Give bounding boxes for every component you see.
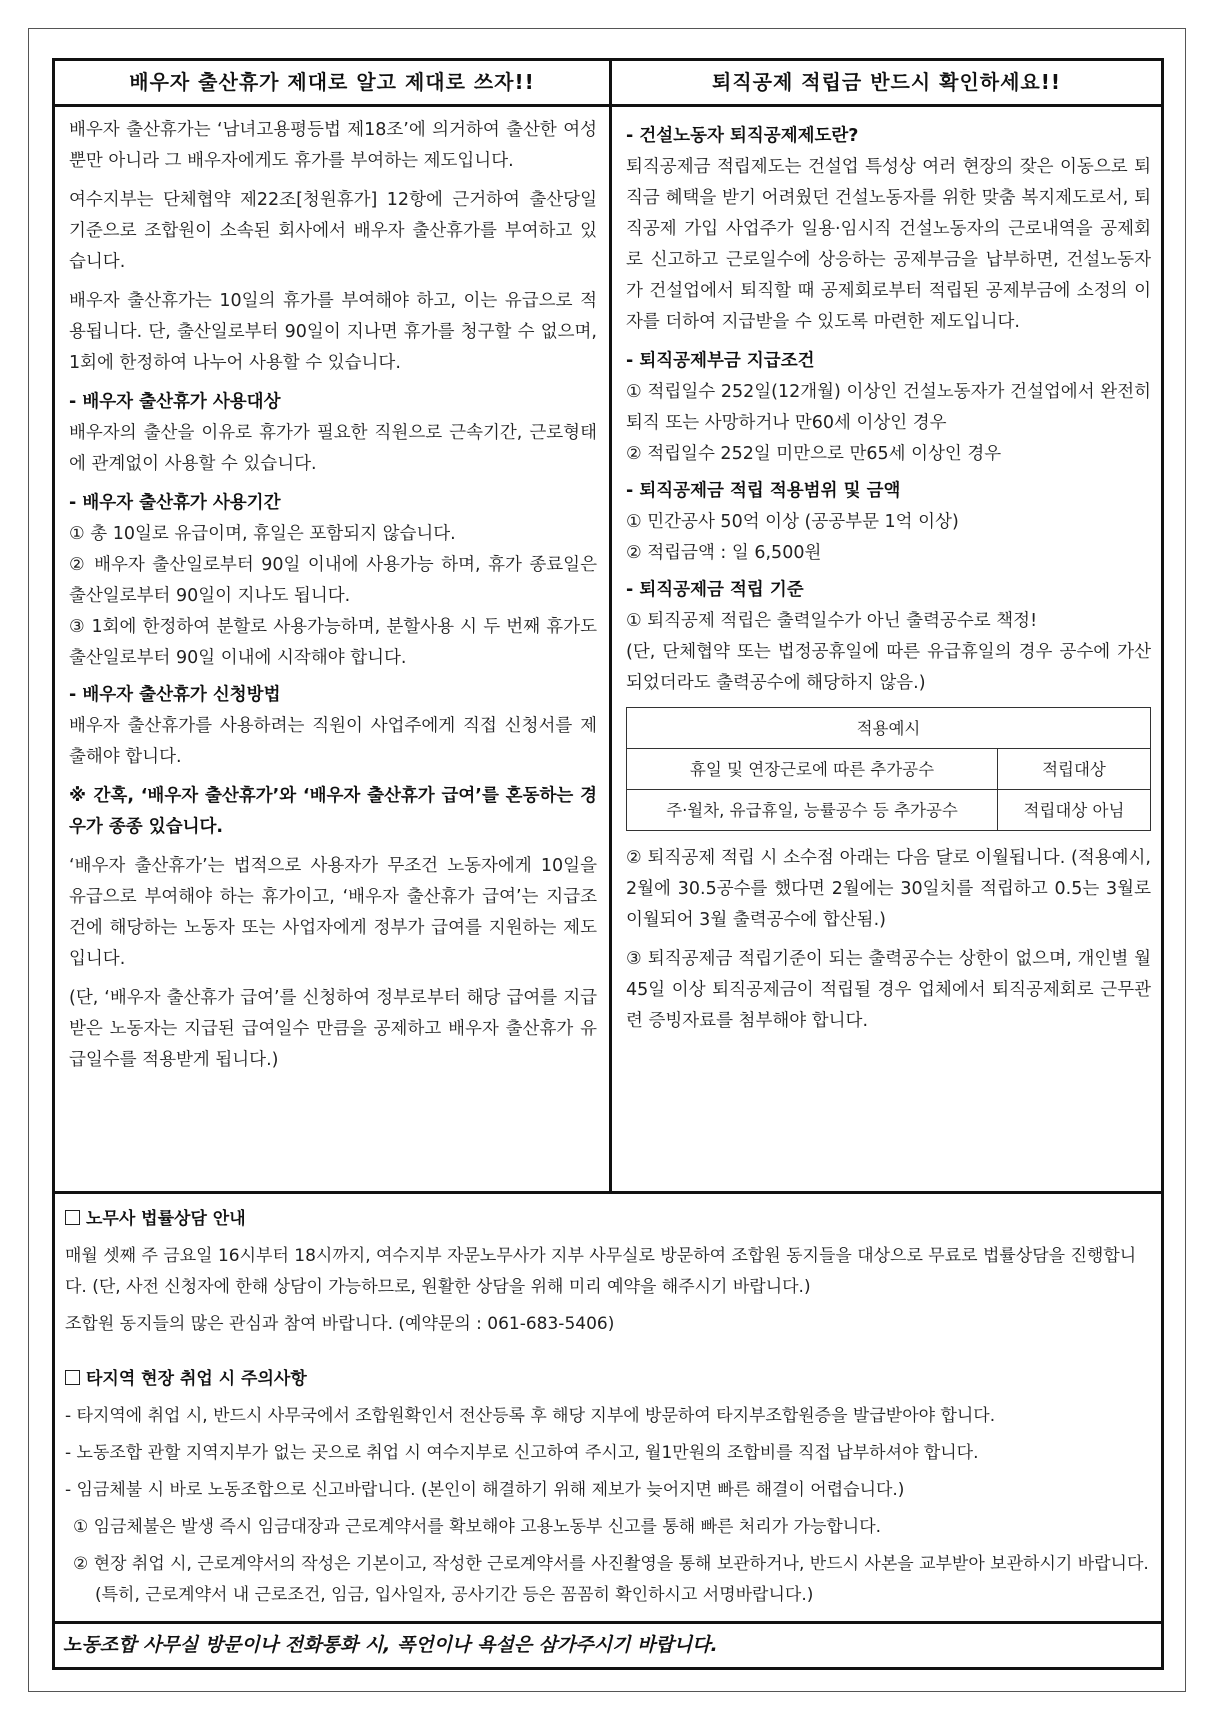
paternity-leave-title: 배우자 출산휴가 제대로 알고 제대로 쓰자!! [55, 61, 609, 107]
retirement-fund-body [612, 107, 1161, 1037]
paragraph: 퇴직공제금 적립제도는 건설업 특성상 여러 현장의 잦은 이동으로 퇴직금 혜택을 받기 어려웠던 건설노동자를 위한 맞춤 복지제도로서, 퇴직공제 가입 사업주가 일용·임시직 건설노동자의 근로내역을 공제회로 신고하고 근로일수에 상응하는 공제부금을 납부하면, 건설노동자가 건설업에서 퇴직할 때 공제회로부터 적립된 공제부금에 소정의 이자를 더하여 지급받을 수 있도록 마련한 제도입니다. [626, 157, 1151, 332]
retirement-fund-title: 퇴직공제 적립금 반드시 확인하세요!! [612, 61, 1161, 107]
paragraph: 배우자 출산휴가는 ‘남녀고용평등법 제18조’에 의거하여 출산한 여성뿐만 아니라 그 배우자에게도 휴가를 부여하는 제도입니다. [69, 120, 597, 171]
list-item: ② 적립금액 : 일 6,500원 [626, 543, 822, 563]
subheading-criteria: - 퇴직공제금 적립 기준 [626, 580, 804, 600]
list-item: ① 임금체불은 발생 즉시 임금대장과 근로계약서를 확보해야 고용노동부 신고를 통해 빠른 처리가 가능합니다. [73, 1517, 882, 1537]
list-item: ① 총 10일로 유급이며, 휴일은 포함되지 않습니다. [69, 524, 456, 544]
paragraph: 여수지부는 단체협약 제22조[청원휴가] 12항에 근거하여 출산당일 기준으로 조합원이 소속된 회사에서 배우자 출산휴가를 부여하고 있습니다. [69, 190, 597, 272]
subheading-target: - 배우자 출산휴가 사용대상 [69, 392, 281, 412]
list-item: ③ 퇴직공제금 적립기준이 되는 출력공수는 상한이 없으며, 개인별 월 45일 이상 퇴직공제금이 적립될 경우 업체에서 퇴직공제회로 근무관련 증빙자료를 첨부해야 합니다. [626, 949, 1151, 1031]
caution-note: ※ 간혹, ‘배우자 출산휴가’와 ‘배우자 출산휴가 급여’를 혼동하는 경우가 종종 있습니다. [69, 786, 597, 837]
conditions-list [626, 377, 1151, 470]
subheading-scope: - 퇴직공제금 적립 적용범위 및 금액 [626, 481, 901, 501]
checkbox-square-icon [65, 1210, 80, 1225]
reservation-contact: 조합원 동지들의 많은 관심과 참여 바랍니다. (예약문의 : 061-683-5406) [65, 1314, 615, 1334]
example-table [626, 707, 1151, 831]
list-item: ② 배우자 출산일로부터 90일 이내에 사용가능 하며, 휴가 종료일은 출산일로부터 90일이 지나도 됩니다. [69, 555, 597, 606]
list-item: - 타지역에 취업 시, 반드시 사무국에서 조합원확인서 전산등록 후 해당 지부에 방문하여 타지부조합원증을 발급받아야 합니다. [65, 1406, 996, 1426]
subheading-system: - 건설노동자 퇴직공제제도란? [626, 126, 859, 146]
subheading-conditions: - 퇴직공제부금 지급조건 [626, 351, 815, 371]
paternity-leave-column [55, 61, 612, 1191]
legal-consult-heading [65, 1204, 1149, 1235]
table-cell: 적립대상 아님 [998, 790, 1151, 831]
table-header: 적립대상 [998, 749, 1151, 790]
table-row [627, 749, 1151, 790]
paragraph: 배우자 출산휴가를 사용하려는 직원이 사업주에게 직접 신청서를 제출해야 합니다. [69, 716, 597, 767]
list-item: ③ 1회에 한정하여 분할로 사용가능하며, 분할사용 시 두 번째 휴가도 출산일로부터 90일 이내에 시작해야 합니다. [69, 617, 597, 668]
list-item: ② 퇴직공제 적립 시 소수점 아래는 다음 달로 이월됩니다. (적용예시, 2월에 30.5공수를 했다면 2월에는 30일치를 적립하고 0.5는 3월로 이월되어 3월 출력공수에 합산됨.) [626, 848, 1151, 930]
notice-section [55, 1191, 1161, 1621]
checkbox-square-icon [65, 1370, 80, 1385]
paragraph: ‘배우자 출산휴가’는 법적으로 사용자가 무조건 노동자에게 10일을 유급으로 부여해야 하는 휴가이고, ‘배우자 출산휴가 급여’는 지급조건에 해당하는 노동자 또는 사업자에게 정부가 급여를 지원하는 제도입니다. [69, 856, 597, 969]
subheading-period: - 배우자 출산휴가 사용기간 [69, 493, 281, 513]
list-item: ① 적립일수 252일(12개월) 이상인 건설노동자가 건설업에서 완전히 퇴직 또는 사망하거나 만60세 이상인 경우 [626, 382, 1151, 433]
footer-notice: 노동조합 사무실 방문이나 전화통화 시, 폭언이나 욕설은 삼가주시기 바랍니다. [55, 1621, 1161, 1667]
other-region-title: 타지역 현장 취업 시 주의사항 [86, 1369, 307, 1389]
paragraph: (단, ‘배우자 출산휴가 급여’를 신청하여 정부로부터 해당 급여를 지급받은 노동자는 지급된 급여일수 만큼을 공제하고 배우자 출산휴가 유급일수를 적용받게 됩니다.) [69, 988, 597, 1070]
list-item: ① 민간공사 50억 이상 (공공부문 1억 이상) [626, 512, 959, 532]
list-item: - 임금체불 시 바로 노동조합으로 신고바랍니다. (본인이 해결하기 위해 제보가 늦어지면 빠른 해결이 어렵습니다.) [65, 1480, 905, 1500]
paragraph: 배우자의 출산을 이유로 휴가가 필요한 직원으로 근속기간, 근로형태에 관계없이 사용할 수 있습니다. [69, 423, 597, 474]
period-list [69, 519, 597, 674]
subheading-application: - 배우자 출산휴가 신청방법 [69, 685, 281, 705]
table-row [627, 790, 1151, 831]
retirement-fund-column [612, 61, 1161, 1191]
paragraph: 매월 셋째 주 금요일 16시부터 18시까지, 여수지부 자문노무사가 지부 사무실로 방문하여 조합원 동지들을 대상으로 무료로 법률상담을 진행합니다. (단, 사전 신청자에 한해 상담이 가능하므로, 원활한 상담을 위해 미리 예약을 해주시기 바랍니다.) [65, 1246, 1137, 1297]
newsletter-page [52, 58, 1164, 1670]
legal-consult-title: 노무사 법률상담 안내 [86, 1209, 246, 1229]
list-item: (단, 단체협약 또는 법정공휴일에 따른 유급휴일의 경우 공수에 가산되었더라도 출력공수에 해당하지 않음.) [626, 642, 1151, 693]
list-item: ② 현장 취업 시, 근로계약서의 작성은 기본이고, 작성한 근로계약서를 사진촬영을 통해 보관하거나, 반드시 사본을 교부받아 보관하시기 바랍니다. (특히, 근로계약서 내 근로조건, 임금, 입사일자, 공사기간 등은 꼼꼼히 확인하시고 서명바랍니다.) [73, 1554, 1149, 1605]
list-item: ② 적립일수 252일 미만으로 만65세 이상인 경우 [626, 444, 1002, 464]
table-row [627, 708, 1151, 749]
other-region-heading [65, 1364, 1149, 1395]
paternity-leave-body [55, 107, 609, 1076]
table-header: 휴일 및 연장근로에 따른 추가공수 [627, 749, 998, 790]
table-cell: 주·월차, 유급휴일, 능률공수 등 추가공수 [627, 790, 998, 831]
criteria-list [626, 606, 1151, 699]
scope-list [626, 507, 1151, 569]
list-item: - 노동조합 관할 지역지부가 없는 곳으로 취업 시 여수지부로 신고하여 주시고, 월1만원의 조합비를 직접 납부하셔야 합니다. [65, 1443, 979, 1463]
list-item: ① 퇴직공제 적립은 출력일수가 아닌 출력공수로 책정! [626, 611, 1038, 631]
table-caption: 적용예시 [627, 708, 1151, 749]
paragraph: 배우자 출산휴가는 10일의 휴가를 부여해야 하고, 이는 유급으로 적용됩니다. 단, 출산일로부터 90일이 지나면 휴가를 청구할 수 없으며, 1회에 한정하여 나누어 사용할 수 있습니다. [69, 291, 597, 373]
